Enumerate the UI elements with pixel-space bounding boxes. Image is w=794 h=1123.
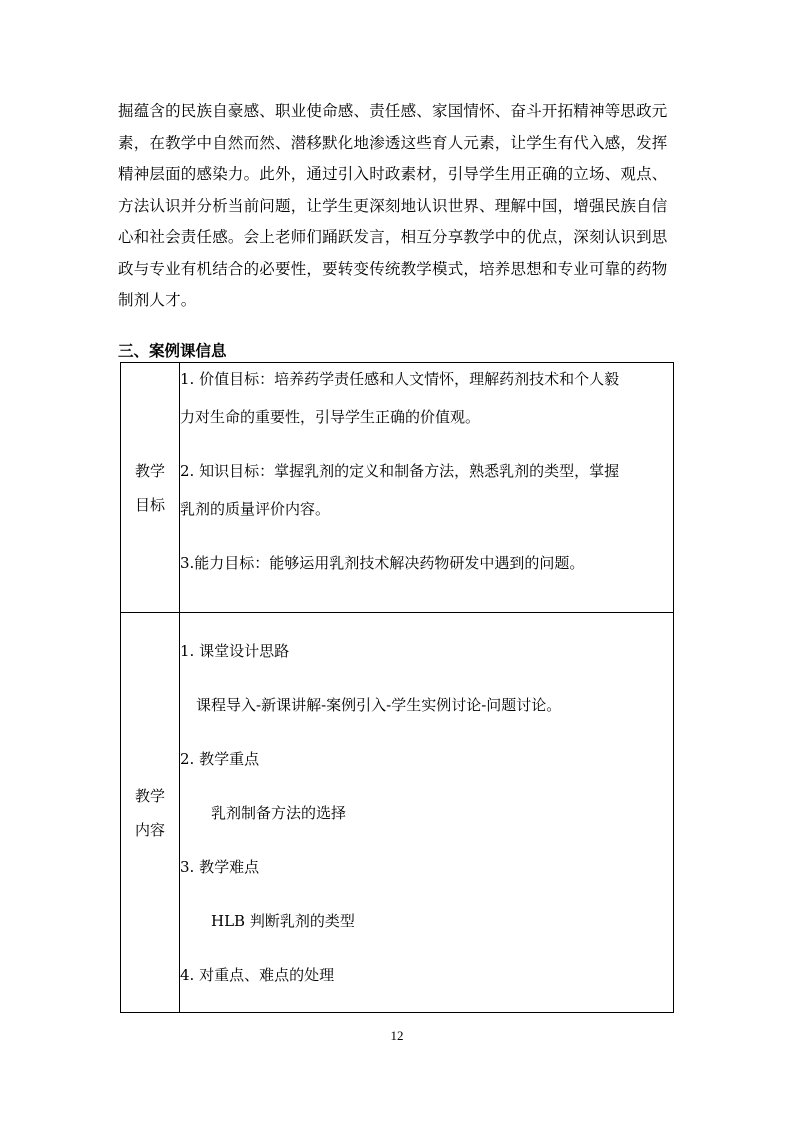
objective-text: 1. 价值目标：培养药学责任感和人文情怀，理解药剂技术和个人毅 — [180, 370, 620, 388]
page-number: 12 — [390, 1028, 404, 1043]
case-info-table — [120, 362, 674, 1013]
objective-text: 3.能力目标：能够运用乳剂技术解决药物研发中遇到的问题。 — [180, 554, 585, 572]
content-text: 乳剂制备方法的选择 — [211, 804, 347, 822]
intro-line: 政与专业有机结合的必要性，要转变传统教学模式，培养思想和专业可靠的药物 — [118, 259, 668, 278]
content-heading: 1. 课堂设计思路 — [180, 642, 290, 660]
intro-line: 制剂人才。 — [118, 291, 197, 309]
objective-text: 力对生命的重要性，引导学生正确的价值观。 — [180, 408, 481, 426]
intro-line: 精神层面的感染力。此外，通过引入时政素材，引导学生用正确的立场、观点、 — [118, 165, 668, 183]
objective-text: 乳剂的质量评价内容。 — [180, 500, 331, 518]
section-heading: 三、案例课信息 — [118, 342, 227, 360]
content-heading: 3. 教学难点 — [180, 858, 260, 876]
content-heading: 2. 教学重点 — [180, 750, 260, 768]
intro-line: 素，在教学中自然而然、潜移默化地渗透这些育人元素，让学生有代入感，发挥 — [118, 133, 668, 152]
content-heading: 4. 对重点、难点的处理 — [180, 966, 335, 984]
content-text: HLB 判断乳剂的类型 — [211, 912, 355, 930]
content-label: 教学 内容 — [121, 613, 180, 1013]
table-row-objectives — [121, 363, 674, 613]
table-row-content — [121, 613, 674, 1013]
intro-line: 心和社会责任感。会上老师们踊跃发言，相互分享教学中的优点，深刻认识到思 — [118, 228, 668, 246]
intro-paragraph — [118, 96, 678, 317]
intro-line: 掘蕴含的民族自豪感、职业使命感、责任感、家国情怀、奋斗开拓精神等思政元 — [118, 102, 668, 120]
objectives-cell — [180, 363, 674, 613]
objective-text: 2. 知识目标：掌握乳剂的定义和制备方法，熟悉乳剂的类型，掌握 — [180, 462, 620, 480]
content-text: 课程导入-新课讲解-案例引入-学生实例讨论-问题讨论。 — [196, 696, 562, 714]
objectives-label: 教学 目标 — [121, 363, 180, 613]
intro-line: 方法认识并分析当前问题，让学生更深刻地认识世界、理解中国，增强民族自信 — [118, 196, 668, 215]
content-cell — [180, 613, 674, 1013]
